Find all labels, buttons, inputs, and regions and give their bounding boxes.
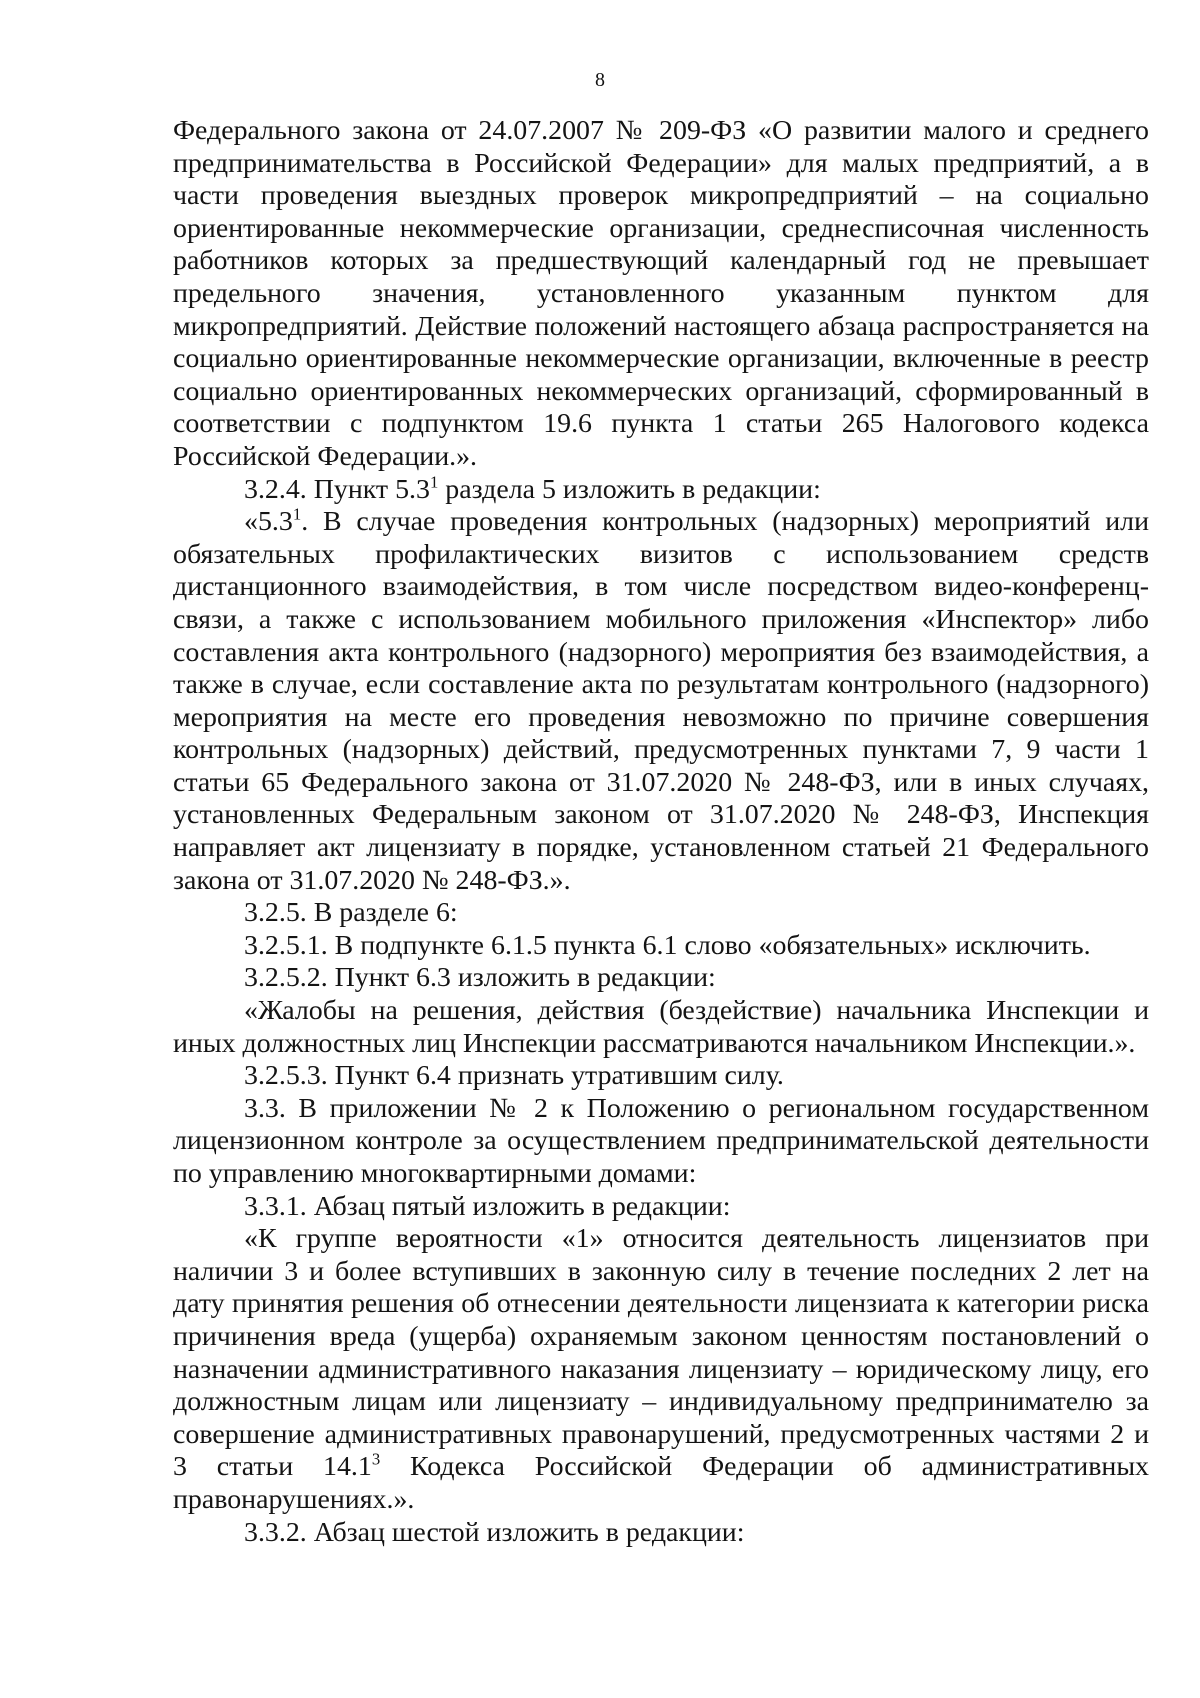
text-segment: «Жалобы на решения, действия (бездействие) начальника Инспекции и иных должностных лиц Инспекции рассматриваются начальником Инспекции.».	[173, 995, 1149, 1059]
text-segment: Кодекса Российской Федерации об административных правонарушениях.».	[173, 1451, 1149, 1515]
text-segment: Федерального закона от 24.07.2007 № 209-ФЗ «О развитии малого и среднего предпринимательства в Российской Федерации» для малых предприятий, а в части проведения выездных проверок микропредприятий – на социально ориентированные некоммерческие организации, среднесписочная численность работников которых за предшествующий календарный год не превышает предельного значения, установленного указанным пунктом для микропредприятий. Действие положений настоящего абзаца распространяется на социально ориентированные некоммерческие организации, включенные в реестр социально ориентированных некоммерческих организаций, сформированный в соответствии с подпунктом 19.6 пункта 1 статьи 265 Налогового кодекса Российской Федерации.».	[173, 115, 1149, 472]
text-segment: «5.3	[244, 506, 293, 538]
text-segment: 3.3.2. Абзац шестой изложить в редакции:	[244, 1516, 745, 1548]
paragraph-p4	[173, 897, 1149, 930]
text-segment: «К группе вероятности «1» относится деятельность лицензиатов при наличии 3 и более вступивших в законную силу в течение последних 2 лет на дату принятия решения об отнесении деятельности лицензиата к категории риска причинения вреда (ущерба) охраняемым законом ценностям постановлений о назначении административного наказания лицензиату – юридическому лицу, его должностным лицам или лицензиату – индивидуальному предпринимателю за совершение административных правонарушений, предусмотренных частями 2 и 3 статьи 14.1	[173, 1223, 1149, 1483]
text-segment: 3.2.4. Пункт 5.3	[244, 473, 430, 505]
paragraph-p3	[173, 506, 1149, 897]
paragraph-p8	[173, 1060, 1149, 1093]
paragraph-p2	[173, 474, 1149, 507]
paragraph-p7	[173, 995, 1149, 1060]
superscript: 1	[429, 472, 439, 492]
text-segment: . В случае проведения контрольных (надзорных) мероприятий или обязательных профилактических визитов с использованием средств дистанционного взаимодействия, в том числе посредством видео-конференц-связи, а также с использованием мобильного приложения «Инспектор» либо составления акта контрольного (надзорного) мероприятия без взаимодействия, а также в случае, если составление акта по результатам контрольного (надзорного) мероприятия на месте его проведения невозможно по причине совершения контрольных (надзорных) действий, предусмотренных пунктами 7, 9 части 1 статьи 65 Федерального закона от 31.07.2020 № 248-ФЗ, или в иных случаях, установленных Федеральным законом от 31.07.2020 № 248-ФЗ, Инспекция направляет акт лицензиату в порядке, установленном статьей 21 Федерального закона от 31.07.2020 № 248-ФЗ.».	[173, 506, 1149, 896]
text-segment: 3.2.5. В разделе 6:	[244, 897, 458, 929]
document-body	[173, 115, 1149, 1549]
superscript: 3	[371, 1450, 381, 1470]
paragraph-p10	[173, 1191, 1149, 1224]
paragraph-p9	[173, 1093, 1149, 1191]
text-segment: 3.2.5.3. Пункт 6.4 признать утратившим силу.	[244, 1060, 784, 1092]
paragraph-p6	[173, 962, 1149, 995]
text-segment: 3.2.5.2. Пункт 6.3 изложить в редакции:	[244, 962, 716, 994]
paragraph-p11	[173, 1223, 1149, 1516]
superscript: 1	[292, 504, 302, 524]
paragraph-p5	[173, 930, 1149, 963]
page-number: 8	[595, 69, 605, 91]
text-segment: 3.2.5.1. В подпункте 6.1.5 пункта 6.1 слово «обязательных» исключить.	[244, 929, 1091, 961]
paragraph-p1	[173, 115, 1149, 474]
text-segment: 3.3. В приложении № 2 к Положению о региональном государственном лицензионном контроле за осуществлением предпринимательской деятельности по управлению многоквартирными домами:	[173, 1092, 1149, 1189]
paragraph-p12	[173, 1517, 1149, 1550]
text-segment: 3.3.1. Абзац пятый изложить в редакции:	[244, 1190, 731, 1222]
text-segment: раздела 5 изложить в редакции:	[438, 473, 821, 505]
